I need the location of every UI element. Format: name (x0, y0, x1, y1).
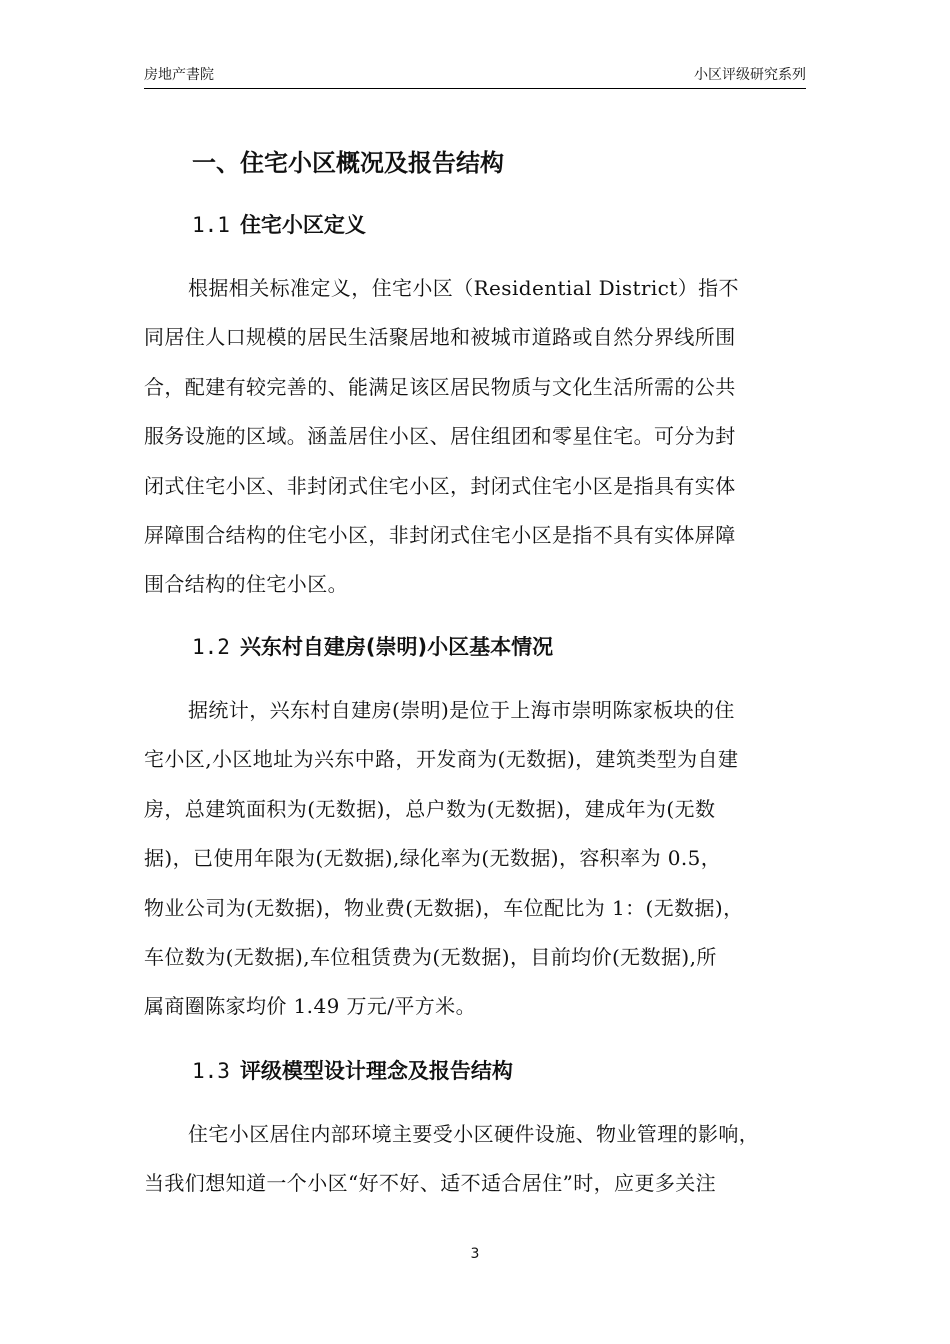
paragraph-line: 服务设施的区域。涵盖居住小区、居住组团和零星住宅。可分为封 (144, 424, 736, 449)
paragraph-line: 房，总建筑面积为(无数据)，总户数为(无数据)，建成年为(无数 (144, 796, 716, 821)
paragraph-line: 据)，已使用年限为(无数据),绿化率为(无数据)，容积率为 0.5， (144, 846, 722, 871)
paragraph-line: 宅小区,小区地址为兴东中路，开发商为(无数据)，建筑类型为自建 (144, 747, 739, 772)
header-publisher: 房地产書院 (144, 67, 214, 83)
paragraph-line: 闭式住宅小区、非封闭式住宅小区，封闭式住宅小区是指具有实体 (144, 473, 736, 498)
paragraph-basic-info (144, 686, 806, 1032)
paragraph-line: 合，配建有较完善的、能满足该区居民物质与文化生活所需的公共 (144, 374, 736, 399)
paragraph-line: 属商圈陈家均价 1.49 万元/平方米。 (144, 994, 476, 1019)
chapter-title: 一、住宅小区概况及报告结构 (192, 149, 504, 177)
section-title: 评级模型设计理念及报告结构 (239, 1059, 513, 1083)
section-heading-1-3 (192, 1056, 513, 1086)
section-number: 1.2 (192, 635, 230, 659)
paragraph-line: 车位数为(无数据),车位租赁费为(无数据)，目前均价(无数据),所 (144, 945, 717, 970)
paragraph-model-design (144, 1110, 806, 1209)
paragraph-line: 根据相关标准定义，住宅小区（Residential District）指不 (188, 276, 739, 300)
paragraph-definition (144, 264, 806, 610)
paragraph-line: 当我们想知道一个小区“好不好、适不适合居住”时，应更多关注 (144, 1171, 717, 1196)
section-heading-1-2 (192, 632, 553, 662)
header-series-title: 小区评级研究系列 (694, 67, 806, 83)
section-title: 兴东村自建房(崇明)小区基本情况 (239, 635, 554, 659)
paragraph-line: 物业公司为(无数据)，物业费(无数据)，车位配比为 1：(无数据)， (144, 895, 744, 920)
page-number: 3 (470, 1246, 480, 1262)
paragraph-line: 屏障围合结构的住宅小区，非封闭式住宅小区是指不具有实体屏障 (144, 523, 736, 548)
page-header (144, 66, 806, 89)
paragraph-line: 住宅小区居住内部环境主要受小区硬件设施、物业管理的影响， (188, 1122, 760, 1146)
section-number: 1.1 (192, 213, 230, 237)
section-number: 1.3 (192, 1059, 230, 1083)
section-heading-1-1 (192, 210, 366, 240)
paragraph-line: 围合结构的住宅小区。 (144, 572, 348, 597)
paragraph-line: 据统计，兴东村自建房(崇明)是位于上海市崇明陈家板块的住 (188, 698, 735, 722)
paragraph-line: 同居住人口规模的居民生活聚居地和被城市道路或自然分界线所围 (144, 325, 736, 350)
section-title: 住宅小区定义 (239, 213, 366, 237)
